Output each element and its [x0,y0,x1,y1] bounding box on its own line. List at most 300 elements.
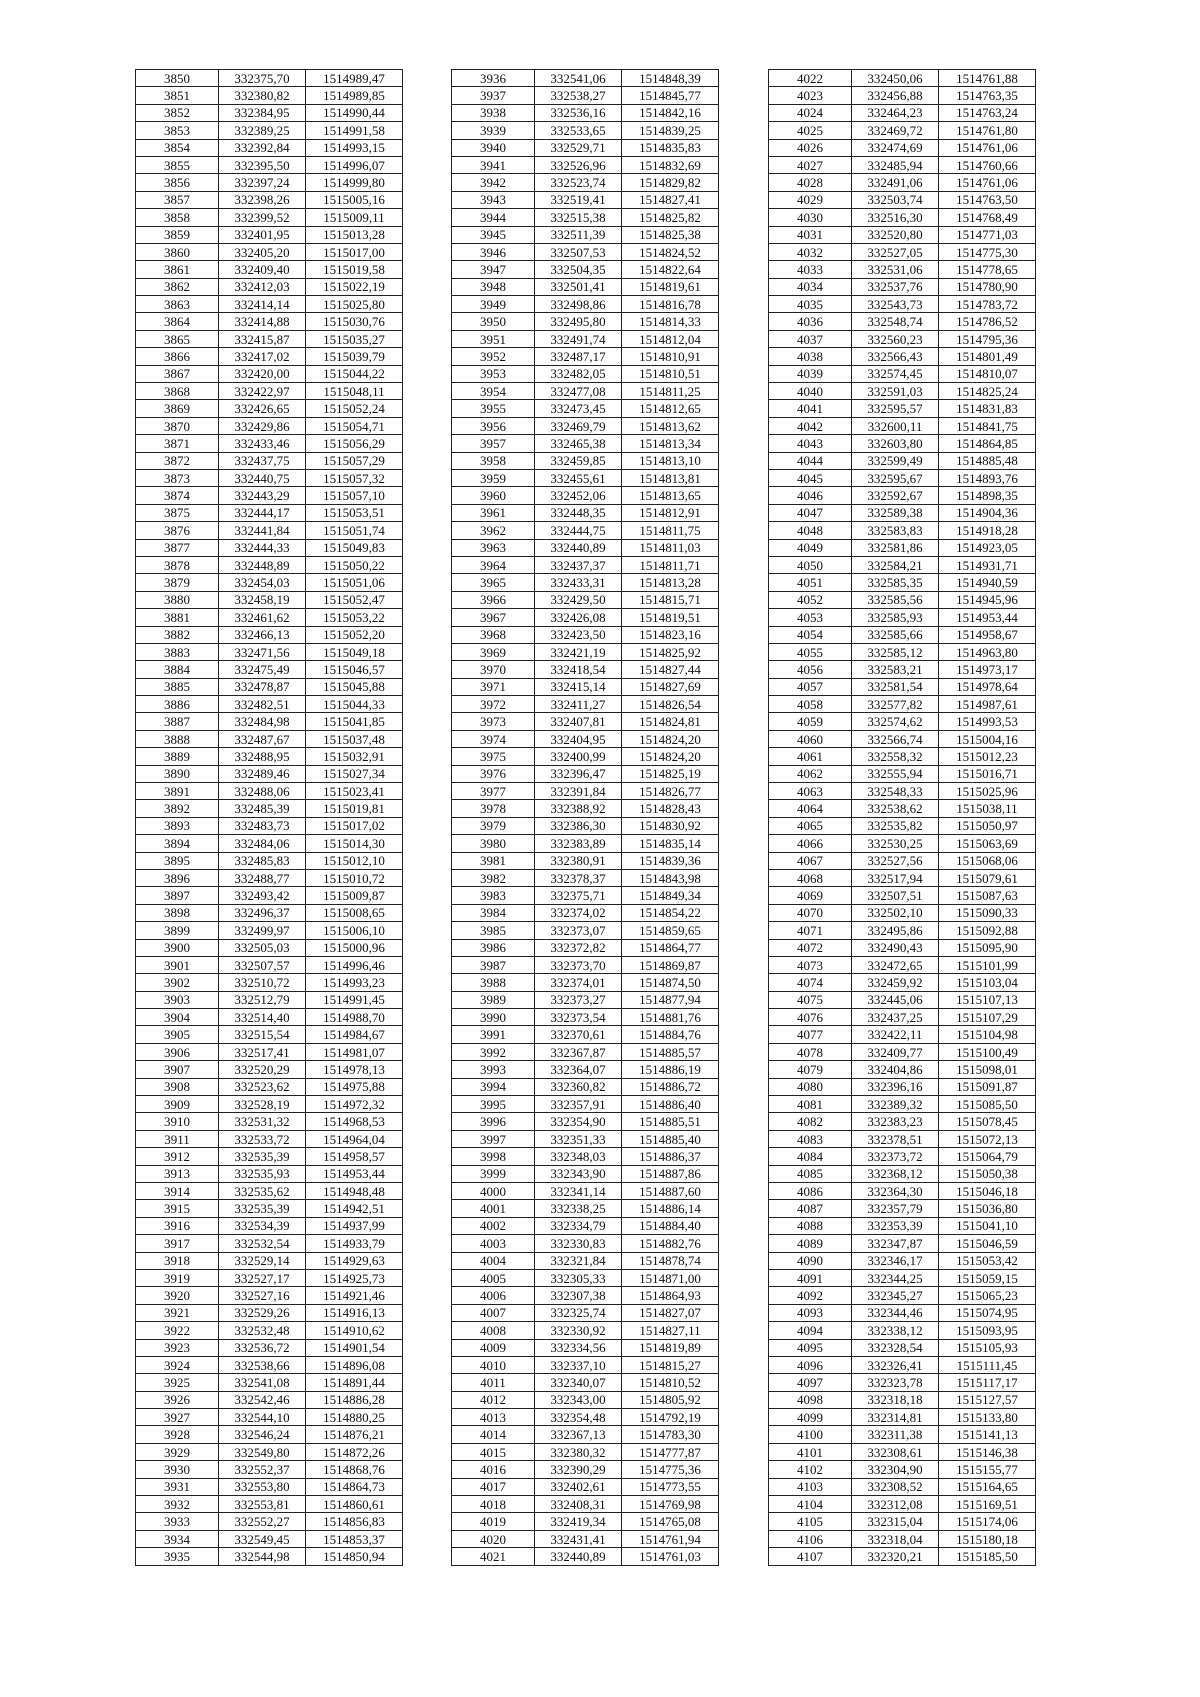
point-number-cell: 4068 [769,869,852,886]
y-coordinate-cell: 1515050,38 [939,1165,1036,1182]
x-coordinate-cell: 332334,79 [535,1217,622,1234]
point-number-cell: 4014 [452,1426,535,1443]
y-coordinate-cell: 1514761,88 [939,70,1036,87]
point-number-cell: 3906 [136,1043,219,1060]
table-row [769,139,1036,156]
point-number-cell: 4078 [769,1043,852,1060]
x-coordinate-cell: 332541,08 [219,1374,306,1391]
table-row [136,574,403,591]
table-row [769,904,1036,921]
y-coordinate-cell: 1514964,04 [306,1130,403,1147]
point-number-cell: 4107 [769,1548,852,1565]
y-coordinate-cell: 1515041,85 [306,713,403,730]
point-number-cell: 3902 [136,974,219,991]
table-row [452,1009,719,1026]
y-coordinate-cell: 1514824,20 [622,748,719,765]
table-row [452,1165,719,1182]
x-coordinate-cell: 332495,80 [535,313,622,330]
point-number-cell: 4098 [769,1391,852,1408]
point-number-cell: 4011 [452,1374,535,1391]
point-number-cell: 4009 [452,1339,535,1356]
point-number-cell: 4047 [769,504,852,521]
table-row [452,1496,719,1513]
point-number-cell: 3994 [452,1078,535,1095]
table-row [136,469,403,486]
x-coordinate-cell: 332429,86 [219,417,306,434]
y-coordinate-cell: 1515059,15 [939,1269,1036,1286]
table-row [136,348,403,365]
point-number-cell: 3936 [452,70,535,87]
table-row [136,591,403,608]
y-coordinate-cell: 1514901,54 [306,1339,403,1356]
x-coordinate-cell: 332374,01 [535,974,622,991]
point-number-cell: 3965 [452,574,535,591]
table-row [769,435,1036,452]
table-row [136,1026,403,1043]
table-row [769,939,1036,956]
table-row [452,765,719,782]
point-number-cell: 4102 [769,1461,852,1478]
point-number-cell: 4029 [769,191,852,208]
y-coordinate-cell: 1514886,14 [622,1200,719,1217]
table-row [452,626,719,643]
point-number-cell: 3893 [136,817,219,834]
point-number-cell: 4049 [769,539,852,556]
table-row [452,696,719,713]
y-coordinate-cell: 1515107,29 [939,1009,1036,1026]
table-row [769,104,1036,121]
y-coordinate-cell: 1515014,30 [306,835,403,852]
table-row [136,713,403,730]
x-coordinate-cell: 332426,65 [219,400,306,417]
table-row [769,1356,1036,1373]
y-coordinate-cell: 1514853,37 [306,1530,403,1547]
y-coordinate-cell: 1514813,34 [622,435,719,452]
point-number-cell: 4012 [452,1391,535,1408]
point-number-cell: 3947 [452,261,535,278]
table-row [769,400,1036,417]
y-coordinate-cell: 1514775,36 [622,1461,719,1478]
table-row [136,1548,403,1565]
point-number-cell: 4063 [769,783,852,800]
x-coordinate-cell: 332444,75 [535,522,622,539]
x-coordinate-cell: 332535,82 [852,817,939,834]
table-row [136,1339,403,1356]
y-coordinate-cell: 1515017,00 [306,243,403,260]
point-number-cell: 4016 [452,1461,535,1478]
table-row [452,226,719,243]
x-coordinate-cell: 332516,30 [852,209,939,226]
y-coordinate-cell: 1515117,17 [939,1374,1036,1391]
point-number-cell: 4048 [769,522,852,539]
point-number-cell: 3884 [136,661,219,678]
x-coordinate-cell: 332543,73 [852,296,939,313]
y-coordinate-cell: 1515013,28 [306,226,403,243]
y-coordinate-cell: 1514815,71 [622,591,719,608]
table-row [136,1374,403,1391]
table-row [136,1304,403,1321]
y-coordinate-cell: 1514929,63 [306,1252,403,1269]
table-row [769,156,1036,173]
table-row [136,1287,403,1304]
y-coordinate-cell: 1515052,20 [306,626,403,643]
y-coordinate-cell: 1514859,65 [622,922,719,939]
point-number-cell: 3960 [452,487,535,504]
y-coordinate-cell: 1514860,61 [306,1496,403,1513]
x-coordinate-cell: 332364,30 [852,1183,939,1200]
x-coordinate-cell: 332320,21 [852,1548,939,1565]
x-coordinate-cell: 332531,32 [219,1113,306,1130]
point-number-cell: 3886 [136,696,219,713]
y-coordinate-cell: 1515012,23 [939,748,1036,765]
table-row [769,765,1036,782]
x-coordinate-cell: 332397,24 [219,174,306,191]
table-row [769,1304,1036,1321]
y-coordinate-cell: 1514835,83 [622,139,719,156]
y-coordinate-cell: 1515164,65 [939,1478,1036,1495]
x-coordinate-cell: 332373,72 [852,1148,939,1165]
table-row [769,817,1036,834]
table-row [452,1478,719,1495]
x-coordinate-cell: 332421,19 [535,643,622,660]
table-row [452,1513,719,1530]
table-row [452,156,719,173]
table-row [769,174,1036,191]
y-coordinate-cell: 1515141,13 [939,1426,1036,1443]
point-number-cell: 3985 [452,922,535,939]
x-coordinate-cell: 332520,29 [219,1061,306,1078]
table-row [769,1061,1036,1078]
point-number-cell: 3864 [136,313,219,330]
y-coordinate-cell: 1515053,42 [939,1252,1036,1269]
y-coordinate-cell: 1515064,79 [939,1148,1036,1165]
y-coordinate-cell: 1515010,72 [306,869,403,886]
point-number-cell: 3952 [452,348,535,365]
x-coordinate-cell: 332534,39 [219,1217,306,1234]
x-coordinate-cell: 332560,23 [852,330,939,347]
x-coordinate-cell: 332391,84 [535,783,622,800]
y-coordinate-cell: 1514918,28 [939,522,1036,539]
x-coordinate-cell: 332344,46 [852,1304,939,1321]
x-coordinate-cell: 332514,40 [219,1009,306,1026]
x-coordinate-cell: 332535,93 [219,1165,306,1182]
x-coordinate-cell: 332485,83 [219,852,306,869]
point-number-cell: 3979 [452,817,535,834]
point-number-cell: 4003 [452,1235,535,1252]
x-coordinate-cell: 332535,62 [219,1183,306,1200]
table-row [452,1304,719,1321]
x-coordinate-cell: 332321,84 [535,1252,622,1269]
table-row [452,487,719,504]
table-row [136,835,403,852]
y-coordinate-cell: 1514830,92 [622,817,719,834]
point-number-cell: 4019 [452,1513,535,1530]
point-number-cell: 3895 [136,852,219,869]
point-number-cell: 4065 [769,817,852,834]
table-row [769,1443,1036,1460]
table-row [769,296,1036,313]
table-row [452,261,719,278]
x-coordinate-cell: 332392,84 [219,139,306,156]
y-coordinate-cell: 1515052,47 [306,591,403,608]
x-coordinate-cell: 332477,08 [535,383,622,400]
x-coordinate-cell: 332537,76 [852,278,939,295]
y-coordinate-cell: 1514886,28 [306,1391,403,1408]
table-row [769,522,1036,539]
x-coordinate-cell: 332536,72 [219,1339,306,1356]
y-coordinate-cell: 1514813,65 [622,487,719,504]
table-row [769,1113,1036,1130]
x-coordinate-cell: 332473,45 [535,400,622,417]
table-row [452,296,719,313]
point-number-cell: 3912 [136,1148,219,1165]
table-row [136,104,403,121]
table-row [136,887,403,904]
x-coordinate-cell: 332531,06 [852,261,939,278]
x-coordinate-cell: 332378,37 [535,869,622,886]
x-coordinate-cell: 332389,32 [852,1096,939,1113]
table-row [136,365,403,382]
x-coordinate-cell: 332399,52 [219,209,306,226]
y-coordinate-cell: 1514989,85 [306,87,403,104]
point-number-cell: 4060 [769,730,852,747]
x-coordinate-cell: 332396,47 [535,765,622,782]
x-coordinate-cell: 332553,81 [219,1496,306,1513]
point-number-cell: 4010 [452,1356,535,1373]
y-coordinate-cell: 1515057,10 [306,487,403,504]
table-row [136,522,403,539]
table-row [136,139,403,156]
y-coordinate-cell: 1515051,74 [306,522,403,539]
x-coordinate-cell: 332450,06 [852,70,939,87]
point-number-cell: 3997 [452,1130,535,1147]
y-coordinate-cell: 1514896,08 [306,1356,403,1373]
table-row [452,122,719,139]
x-coordinate-cell: 332485,94 [852,156,939,173]
table-row [136,174,403,191]
x-coordinate-cell: 332548,33 [852,783,939,800]
x-coordinate-cell: 332437,25 [852,1009,939,1026]
point-number-cell: 3924 [136,1356,219,1373]
x-coordinate-cell: 332490,43 [852,939,939,956]
table-row [452,1148,719,1165]
point-number-cell: 3944 [452,209,535,226]
x-coordinate-cell: 332343,90 [535,1165,622,1182]
x-coordinate-cell: 332530,25 [852,835,939,852]
x-coordinate-cell: 332464,23 [852,104,939,121]
x-coordinate-cell: 332502,10 [852,904,939,921]
y-coordinate-cell: 1515155,77 [939,1461,1036,1478]
point-number-cell: 3857 [136,191,219,208]
point-number-cell: 3921 [136,1304,219,1321]
x-coordinate-cell: 332373,54 [535,1009,622,1026]
point-number-cell: 3981 [452,852,535,869]
y-coordinate-cell: 1514823,16 [622,626,719,643]
point-number-cell: 3957 [452,435,535,452]
x-coordinate-cell: 332585,12 [852,643,939,660]
x-coordinate-cell: 332312,08 [852,1496,939,1513]
x-coordinate-cell: 332536,16 [535,104,622,121]
y-coordinate-cell: 1515025,80 [306,296,403,313]
x-coordinate-cell: 332529,26 [219,1304,306,1321]
point-number-cell: 3910 [136,1113,219,1130]
table-row [769,887,1036,904]
y-coordinate-cell: 1515111,45 [939,1356,1036,1373]
y-coordinate-cell: 1514765,08 [622,1513,719,1530]
table-row [769,122,1036,139]
table-row [136,243,403,260]
y-coordinate-cell: 1515019,81 [306,800,403,817]
y-coordinate-cell: 1515098,01 [939,1061,1036,1078]
y-coordinate-cell: 1514978,64 [939,678,1036,695]
x-coordinate-cell: 332507,53 [535,243,622,260]
point-number-cell: 4054 [769,626,852,643]
table-row [136,904,403,921]
table-row [452,1235,719,1252]
table-row [136,956,403,973]
table-row [769,1217,1036,1234]
point-number-cell: 3903 [136,991,219,1008]
x-coordinate-cell: 332408,31 [535,1496,622,1513]
point-number-cell: 3934 [136,1530,219,1547]
table-row [452,1061,719,1078]
y-coordinate-cell: 1514864,85 [939,435,1036,452]
x-coordinate-cell: 332592,67 [852,487,939,504]
point-number-cell: 4043 [769,435,852,452]
table-row [136,696,403,713]
x-coordinate-cell: 332484,06 [219,835,306,852]
point-number-cell: 4104 [769,1496,852,1513]
x-coordinate-cell: 332405,20 [219,243,306,260]
point-number-cell: 4091 [769,1269,852,1286]
x-coordinate-cell: 332400,99 [535,748,622,765]
point-number-cell: 4057 [769,678,852,695]
point-number-cell: 3963 [452,539,535,556]
y-coordinate-cell: 1514948,48 [306,1183,403,1200]
point-number-cell: 3945 [452,226,535,243]
y-coordinate-cell: 1514826,77 [622,783,719,800]
y-coordinate-cell: 1514814,33 [622,313,719,330]
point-number-cell: 4058 [769,696,852,713]
table-row [452,1356,719,1373]
point-number-cell: 3922 [136,1322,219,1339]
x-coordinate-cell: 332305,33 [535,1269,622,1286]
x-coordinate-cell: 332529,14 [219,1252,306,1269]
point-number-cell: 4095 [769,1339,852,1356]
x-coordinate-cell: 332398,26 [219,191,306,208]
y-coordinate-cell: 1514958,67 [939,626,1036,643]
x-coordinate-cell: 332375,71 [535,887,622,904]
x-coordinate-cell: 332507,57 [219,956,306,973]
point-number-cell: 3913 [136,1165,219,1182]
y-coordinate-cell: 1514993,23 [306,974,403,991]
table-row [769,1513,1036,1530]
y-coordinate-cell: 1514811,03 [622,539,719,556]
point-number-cell: 4018 [452,1496,535,1513]
point-number-cell: 3899 [136,922,219,939]
table-row [769,1130,1036,1147]
x-coordinate-cell: 332517,94 [852,869,939,886]
table-row [452,661,719,678]
table-row [452,209,719,226]
point-number-cell: 3942 [452,174,535,191]
table-row [136,1043,403,1060]
point-number-cell: 4035 [769,296,852,313]
table-row [452,991,719,1008]
y-coordinate-cell: 1515087,63 [939,887,1036,904]
point-number-cell: 3863 [136,296,219,313]
point-number-cell: 3968 [452,626,535,643]
y-coordinate-cell: 1514993,15 [306,139,403,156]
y-coordinate-cell: 1515146,38 [939,1443,1036,1460]
y-coordinate-cell: 1514891,44 [306,1374,403,1391]
x-coordinate-cell: 332488,77 [219,869,306,886]
y-coordinate-cell: 1515100,49 [939,1043,1036,1060]
point-number-cell: 3986 [452,939,535,956]
x-coordinate-cell: 332574,62 [852,713,939,730]
y-coordinate-cell: 1515012,10 [306,852,403,869]
table-row [452,104,719,121]
point-number-cell: 4072 [769,939,852,956]
x-coordinate-cell: 332440,89 [535,539,622,556]
y-coordinate-cell: 1514841,75 [939,417,1036,434]
point-number-cell: 4013 [452,1409,535,1426]
point-number-cell: 3967 [452,609,535,626]
table-row [769,1235,1036,1252]
table-row [452,904,719,921]
table-row [136,191,403,208]
table-row [136,661,403,678]
x-coordinate-cell: 332526,96 [535,156,622,173]
point-number-cell: 4086 [769,1183,852,1200]
table-row [769,348,1036,365]
point-number-cell: 3875 [136,504,219,521]
table-row [136,156,403,173]
x-coordinate-cell: 332459,85 [535,452,622,469]
y-coordinate-cell: 1514825,24 [939,383,1036,400]
point-number-cell: 3919 [136,1269,219,1286]
x-coordinate-cell: 332489,46 [219,765,306,782]
x-coordinate-cell: 332505,03 [219,939,306,956]
point-number-cell: 3978 [452,800,535,817]
y-coordinate-cell: 1514882,76 [622,1235,719,1252]
y-coordinate-cell: 1514763,24 [939,104,1036,121]
table-row [452,330,719,347]
y-coordinate-cell: 1515063,69 [939,835,1036,852]
point-number-cell: 3868 [136,383,219,400]
y-coordinate-cell: 1515046,57 [306,661,403,678]
x-coordinate-cell: 332532,48 [219,1322,306,1339]
point-number-cell: 3966 [452,591,535,608]
point-number-cell: 3991 [452,1026,535,1043]
y-coordinate-cell: 1514813,81 [622,469,719,486]
x-coordinate-cell: 332458,19 [219,591,306,608]
x-coordinate-cell: 332384,95 [219,104,306,121]
point-number-cell: 3861 [136,261,219,278]
point-number-cell: 4079 [769,1061,852,1078]
x-coordinate-cell: 332495,86 [852,922,939,939]
point-number-cell: 4038 [769,348,852,365]
x-coordinate-cell: 332308,52 [852,1478,939,1495]
point-number-cell: 3894 [136,835,219,852]
point-number-cell: 3937 [452,87,535,104]
table-row [769,869,1036,886]
point-number-cell: 4028 [769,174,852,191]
x-coordinate-cell: 332426,08 [535,609,622,626]
x-coordinate-cell: 332523,62 [219,1078,306,1095]
point-number-cell: 4055 [769,643,852,660]
point-number-cell: 4034 [769,278,852,295]
